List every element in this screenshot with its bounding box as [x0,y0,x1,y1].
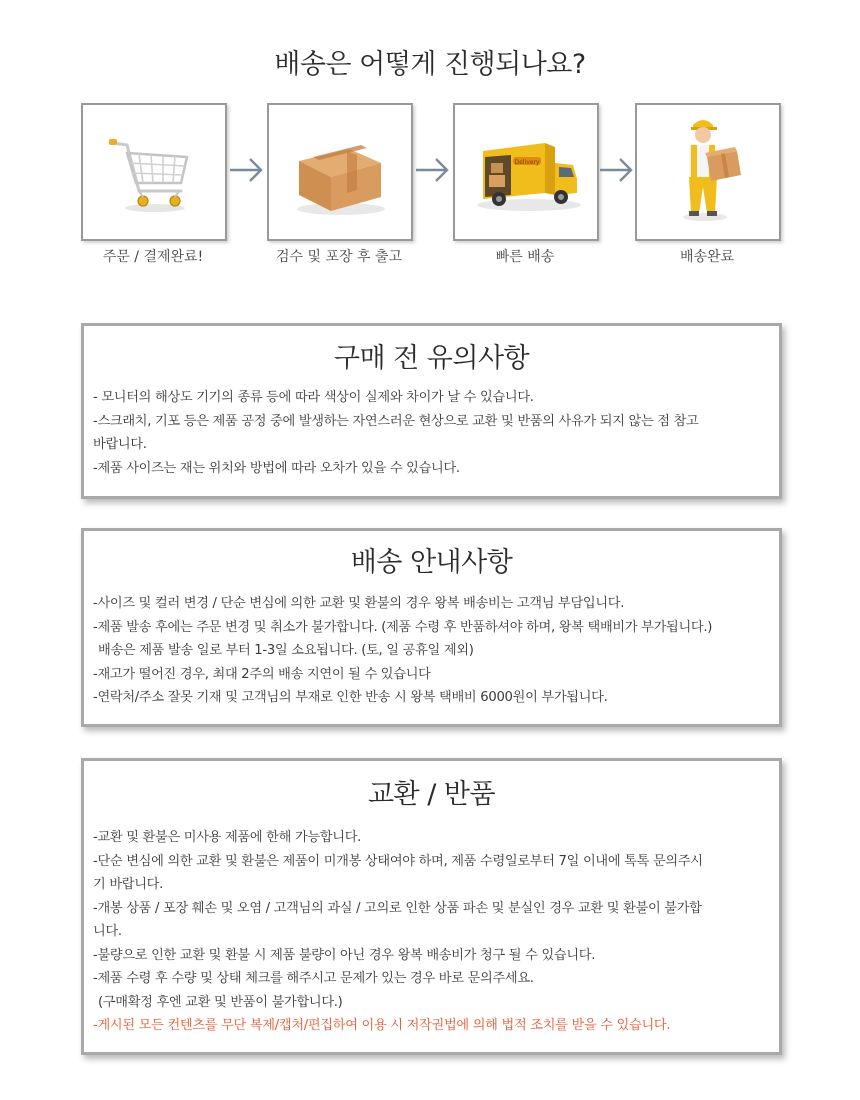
page-title: 배송은 어떻게 진행되나요? [274,49,586,80]
list-item: -연락처/주소 잘못 기재 및 고객님의 부재로 인한 반송 시 왕복 택배비 6000원이 부가됩니다. [93,690,608,705]
list-item: 배송은 제품 발송 일로 부터 1-3일 소요됩니다. (토, 일 공휴일 제외) [98,643,474,658]
list-item: 바랍니다. [93,437,147,452]
copyright-warning: -게시된 모든 컨텐츠를 무단 복제/캡처/편집하여 이용 시 저작권법에 의해 법적 조치를 받을 수 있습니다. [93,1018,671,1033]
shopping-cart-icon [83,105,225,239]
list-item: -재고가 떨어진 경우, 최대 2주의 배송 지연이 될 수 있습니다 [93,666,431,682]
section-title: 배송 안내사항 [350,547,513,578]
step-order-complete [81,103,227,241]
step-label: 빠른 배송 [495,249,555,265]
list-item: -제품 사이즈는 재는 위치와 방법에 따라 오차가 있을 수 있습니다. [93,460,460,476]
delivery-truck-icon [455,105,597,239]
courier-person-icon [637,105,779,239]
list-item: 니다. [93,924,122,939]
precautions-section [81,323,782,499]
section-title: 구매 전 유의사항 [333,343,530,374]
notice-list [84,584,779,710]
shipping-section [81,528,782,727]
list-item: -교환 및 환불은 미사용 제품에 한해 가능합니다. [93,830,362,845]
step-label: 주문 / 결제완료! [102,249,204,265]
list-item: -사이즈 및 컬러 변경 / 단순 변심에 의한 교환 및 환불의 경우 왕복 배송비는 고객님 부담입니다. [93,596,625,611]
arrow-right-icon [598,155,634,185]
cardboard-box-icon [269,105,411,239]
step-delivery-complete [635,103,781,241]
step-fast-delivery [453,103,599,241]
step-label: 배송완료 [679,249,735,265]
list-item: -스크래치, 기포 등은 제품 공정 중에 발생하는 자연스러운 현상으로 교환 및 반품의 사유가 되지 않는 점 참고 [93,413,699,429]
section-title: 교환 / 반품 [367,779,496,810]
truck-label: Delivery [514,159,540,166]
arrow-right-icon [414,155,450,185]
list-item: - 모니터의 해상도 기기의 종류 등에 따라 색상이 실제와 차이가 날 수 있습니다. [93,390,534,405]
list-item: (구매확정 후엔 교환 및 반품이 불가합니다.) [98,994,343,1010]
notice-list [84,816,779,1038]
step-label: 검수 및 포장 후 출고 [276,249,402,265]
step-inspect-pack [267,103,413,241]
list-item: -제품 발송 후에는 주문 변경 및 취소가 불가합니다. (제품 수령 후 반품하셔야 하며, 왕복 택배비가 부가됩니다.) [93,619,713,635]
list-item: -제품 수령 후 수량 및 상태 체크를 해주시고 문제가 있는 경우 바로 문의주세요. [93,971,534,986]
list-item: -불량으로 인한 교환 및 환불 시 제품 불량이 아닌 경우 왕복 배송비가 청구 될 수 있습니다. [93,947,596,963]
notice-list [84,380,779,480]
list-item: -개봉 상품 / 포장 훼손 및 오염 / 고객님의 과실 / 고의로 인한 상품 파손 및 분실인 경우 교환 및 환불이 불가합 [93,900,702,916]
list-item: -단순 변심에 의한 교환 및 환불은 제품이 미개봉 상태여야 하며, 제품 수령일로부터 7일 이내에 톡톡 문의주시 [93,853,703,869]
list-item: 기 바랍니다. [93,877,163,892]
exchange-section [81,758,782,1055]
arrow-right-icon [228,155,264,185]
